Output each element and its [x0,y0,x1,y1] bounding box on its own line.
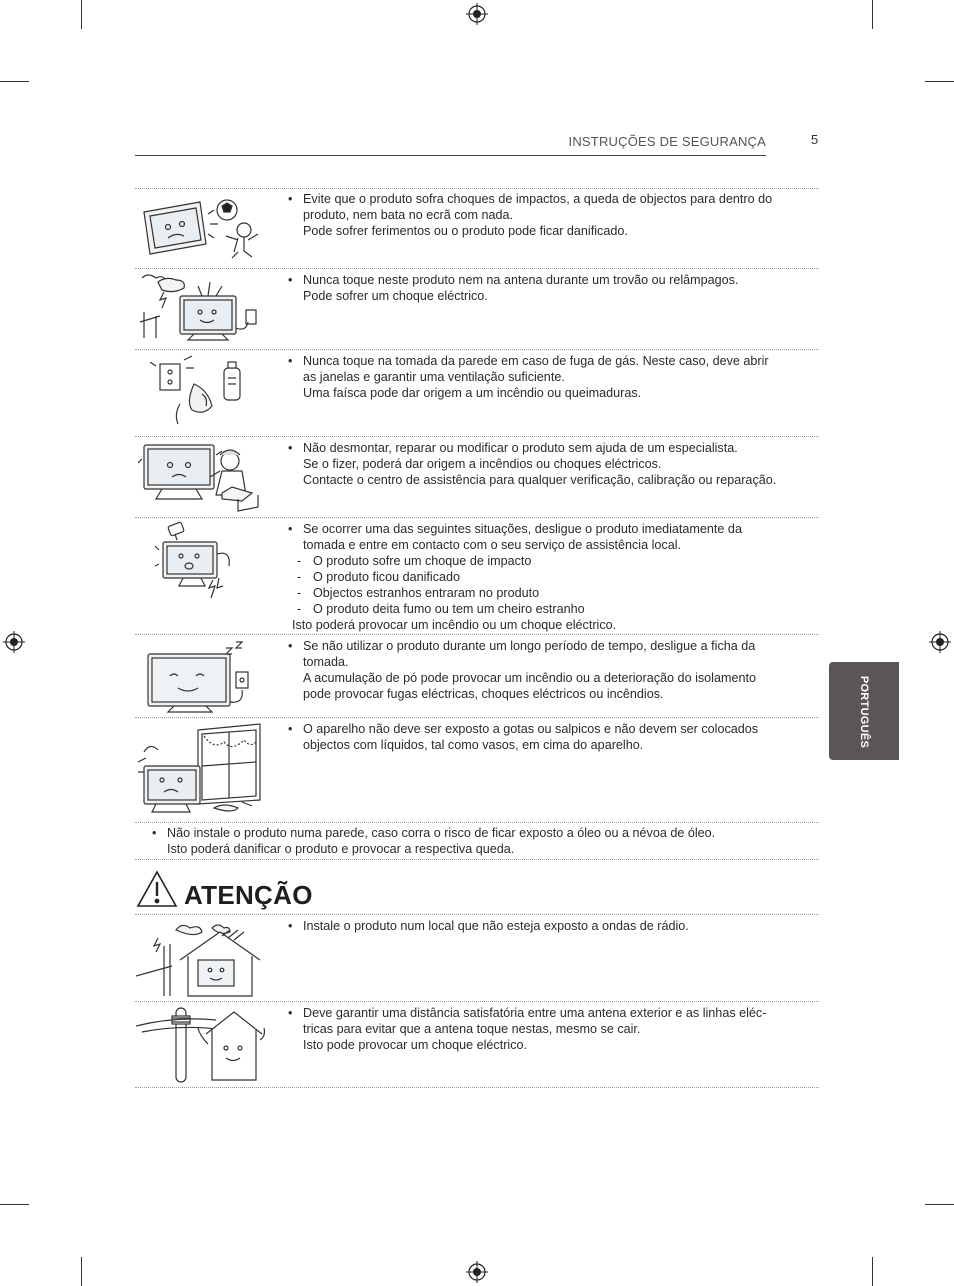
bullet: • [288,722,293,736]
warning-text: Se não utilizar o produto durante um longo período de tempo, desligue a ficha da [303,639,756,653]
warning-item [288,721,759,753]
row-separator [135,822,819,823]
warning-item [288,353,769,401]
sub-item: - O produto deita fumo ou tem um cheiro estranho [297,602,585,616]
bullet: • [288,273,293,287]
warning-text: Não desmontar, reparar ou modificar o produto sem ajuda de um especialista. [303,441,738,455]
sub-item-text: Objectos estranhos entraram no produto [313,586,540,600]
gas-leak-plug-icon [150,354,250,430]
warning-text: A acumulação de pó pode provocar um incêndio ou a deterioração do isolamento [303,671,756,685]
row-separator [135,188,819,189]
sub-item-text: O produto ficou danificado [313,570,461,584]
crop-mark [925,81,954,82]
language-tab-label: PORTUGUÊS [858,675,870,749]
bullet: • [288,441,293,455]
warning-text: produto, nem bata no ecrã com nada. [303,208,514,222]
wall-note [152,825,716,857]
crop-mark [0,1204,29,1205]
warning-text: tomada. [303,655,349,669]
impact-ball-icon [138,194,266,262]
registration-mark-icon [3,631,25,653]
warning-item [288,272,739,304]
warning-text: Uma faísca pode dar origem a um incêndio ou queimaduras. [303,386,642,400]
warning-item [288,191,773,239]
crop-mark [81,0,82,29]
thunder-tv-icon [138,272,266,344]
row-separator [135,634,819,635]
bullet: • [288,919,293,933]
sub-item-text: O produto deita fumo ou tem um cheiro estranho [313,602,585,616]
bullet: • [288,522,293,536]
row-separator [135,914,819,915]
row-separator [135,1087,819,1088]
warning-text: Evite que o produto sofra choques de impactos, a queda de objectos para dentro do [303,192,773,206]
warning-text: tomada e entre em contacto com o seu serviço de assistência local. [303,538,682,552]
warning-footer: Isto poderá provocar um incêndio ou um choque eléctrico. [292,618,617,632]
crop-mark [925,1204,954,1205]
warning-item [288,638,756,702]
warning-text: as janelas e garantir uma ventilação suficiente. [303,370,565,384]
caution-text: Isto pode provocar um choque eléctrico. [303,1038,528,1052]
window-rain-tv-icon [134,722,268,818]
warning-text: Pode sofrer um choque eléctrico. [303,289,488,303]
warning-text: Nunca toque neste produto nem na antena durante um trovão ou relâmpagos. [303,273,739,287]
crop-mark [0,81,29,82]
caution-item [288,1005,767,1053]
warning-item [288,440,777,488]
caution-text: tricas para evitar que a antena toque nestas, mesmo se cair. [303,1022,641,1036]
antenna-powerline-icon [136,1004,266,1084]
language-tab [829,662,899,760]
section-title: INSTRUÇÕES DE SEGURANÇA [568,134,766,149]
row-separator [135,859,819,860]
warning-text: objectos com líquidos, tal como vasos, em cima do aparelho. [303,738,644,752]
sub-item-text: O produto sofre um choque de impacto [313,554,532,568]
bullet: • [288,354,293,368]
sub-item: - Objectos estranhos entraram no produto [297,586,540,600]
registration-mark-icon [466,1261,488,1283]
warning-text: Nunca toque na tomada da parede em caso de fuga de gás. Neste caso, deve abrir [303,354,769,368]
sleeping-tv-icon [144,640,260,716]
sub-item: - O produto sofre um choque de impacto [297,554,532,568]
row-separator [135,349,819,350]
row-separator [135,268,819,269]
damaged-tv-icon [155,520,245,602]
bullet: • [288,639,293,653]
caution-item [288,918,689,934]
wall-note-text: Isto poderá danificar o produto e provocar a respectiva queda. [167,842,515,856]
repair-tv-icon [138,441,266,515]
bullet: • [288,1006,293,1020]
sub-item: - O produto ficou danificado [297,570,461,584]
caution-title: ATENÇÃO [184,880,313,910]
registration-mark-icon [466,3,488,25]
warning-text: Se ocorrer uma das seguintes situações, desligue o produto imediatamente da [303,522,742,536]
warning-triangle-icon [136,870,178,908]
caution-text: Deve garantir uma distância satisfatória entre uma antena exterior e as linhas eléc- [303,1006,767,1020]
warning-item [288,521,742,553]
row-separator [135,1001,819,1002]
crop-mark [872,0,873,29]
bullet: • [152,826,157,840]
header-rule [135,155,766,156]
row-separator [135,436,819,437]
warning-text: pode provocar fugas eléctricas, choques eléctricos ou incêndios. [303,687,664,701]
warning-text: Pode sofrer ferimentos ou o produto pode ficar danificado. [303,224,628,238]
bullet: • [288,192,293,206]
crop-mark [872,1257,873,1286]
registration-mark-icon [929,631,951,653]
row-separator [135,517,819,518]
crop-mark [81,1257,82,1286]
page-number: 5 [811,132,819,147]
row-separator [135,717,819,718]
caution-text: Instale o produto num local que não esteja exposto a ondas de rádio. [303,919,689,933]
wall-note-text: Não instale o produto numa parede, caso corra o risco de ficar exposto a óleo ou a névoa de óleo. [167,826,716,840]
warning-text: O aparelho não deve ser exposto a gotas ou salpicos e não devem ser colocados [303,722,759,736]
warning-text: Contacte o centro de assistência para qualquer verificação, calibração ou reparação. [303,473,777,487]
warning-text: Se o fizer, poderá dar origem a incêndios ou choques eléctricos. [303,457,662,471]
radio-wave-house-icon [136,920,266,1000]
